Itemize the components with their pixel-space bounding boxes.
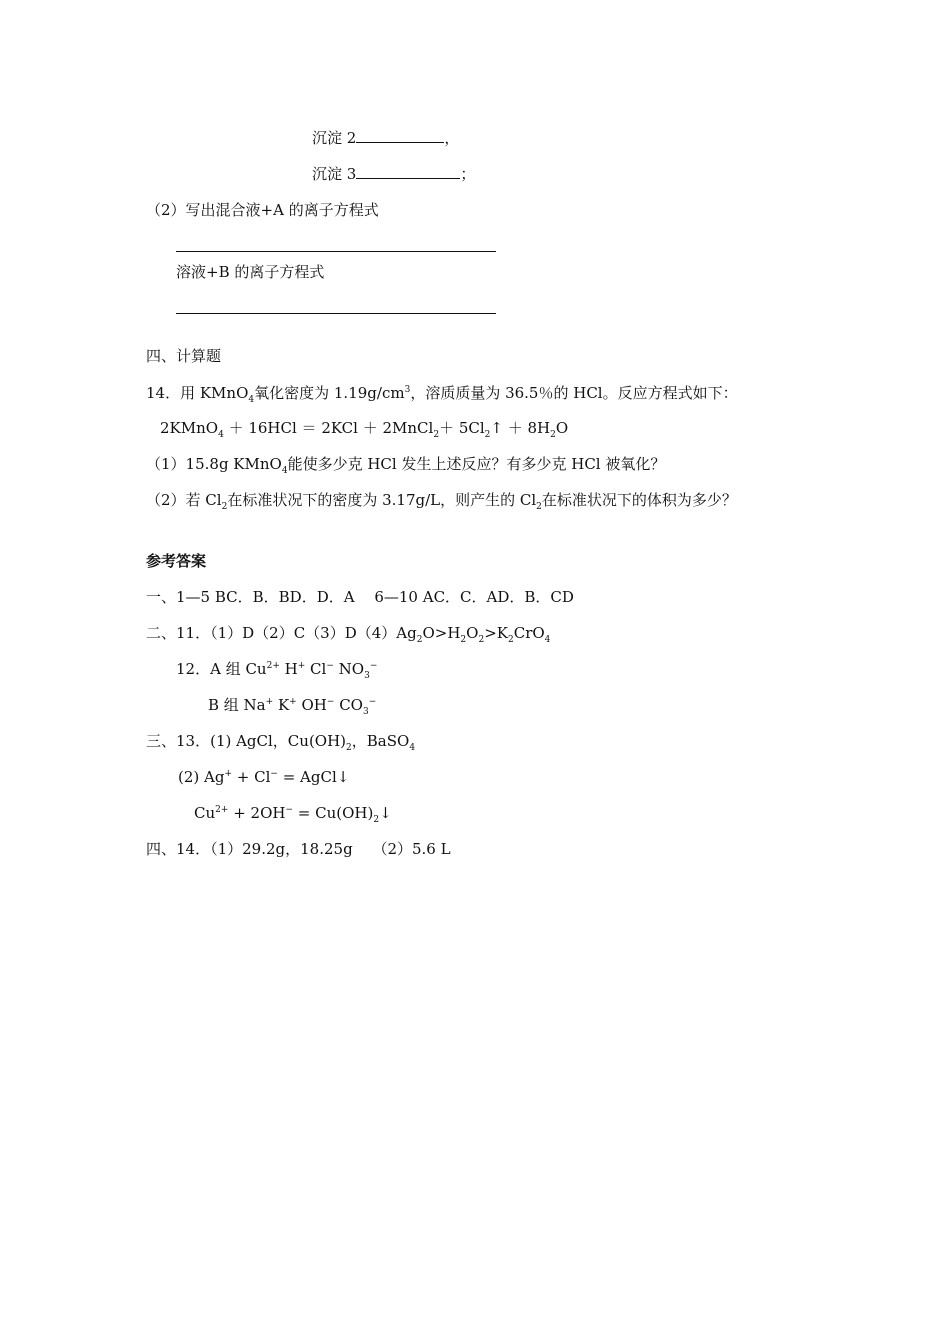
- answer-line-6: (2) Ag+ + Cl− = AgCl↓: [178, 768, 350, 786]
- answer-line-7: $Cu^{2+} + 2OH^-$ = $Cu(OH)_2↓$: [194, 804, 392, 825]
- precipitate-2-line: 沉淀 2 ，: [312, 129, 460, 147]
- answer-line-4: B 组 Na+ K+ OH− $CO_3^-$: [208, 696, 377, 717]
- answer-blank-2[interactable]: [176, 313, 496, 314]
- answer-line-5: 三、13．(1) AgCl，$Cu(OH)_2$，BaSO$_4$: [146, 732, 416, 753]
- answers-heading: 参考答案: [146, 552, 207, 570]
- reaction-equation: 2KMnO$_4$ ＋ 16HCl ＝ 2KCl ＋ 2MnCl$_2$＋ $5Cl_2↑ + 8H_2O$: [160, 419, 569, 440]
- q14-part2: （2）若 $Cl_2$在标准状况下的密度为 3.17g/L，则产生的 $Cl_2$在标准状况下的体积为多少？: [146, 491, 737, 512]
- q13-part2-sub: 溶液+B 的离子方程式: [176, 263, 325, 281]
- q14-part1: （1）15.8g KMnO$_4$能使多少克 HCl 发生上述反应？有多少克 HCl 被氧化？: [146, 455, 666, 476]
- section-4-heading: 四、计算题: [146, 347, 222, 365]
- precipitate-2-blank[interactable]: [356, 128, 444, 143]
- answer-line-2: 二、11．$(1)D(2)C(3)D(4)Ag_2O>H_2O_2>K_2CrO_4$: [146, 624, 551, 645]
- answer-line-3: 12．A 组 $Cu^{2+}$ H+ Cl− $NO_3^-$: [176, 660, 378, 681]
- q14-stem: 14．用 KMnO$_4$氧化密度为 $1.19g/cm^3$，溶质质量为 36.5％的 HCl。反应方程式如下：: [146, 384, 738, 405]
- q13-part2-title: （2）写出混合液+A 的离子方程式: [146, 201, 379, 219]
- answer-blank-1[interactable]: [176, 251, 496, 252]
- precipitate-3-line: 沉淀 3 ；: [312, 165, 476, 183]
- answer-line-1: 一、1—5 BC．B．BD．D．A 6—10 AC．C．AD．B．CD: [146, 588, 574, 606]
- precipitate-3-blank[interactable]: [356, 164, 460, 179]
- answer-line-8: 四、14．（1）29.2g，18.25g （2）5.6 L: [146, 840, 451, 858]
